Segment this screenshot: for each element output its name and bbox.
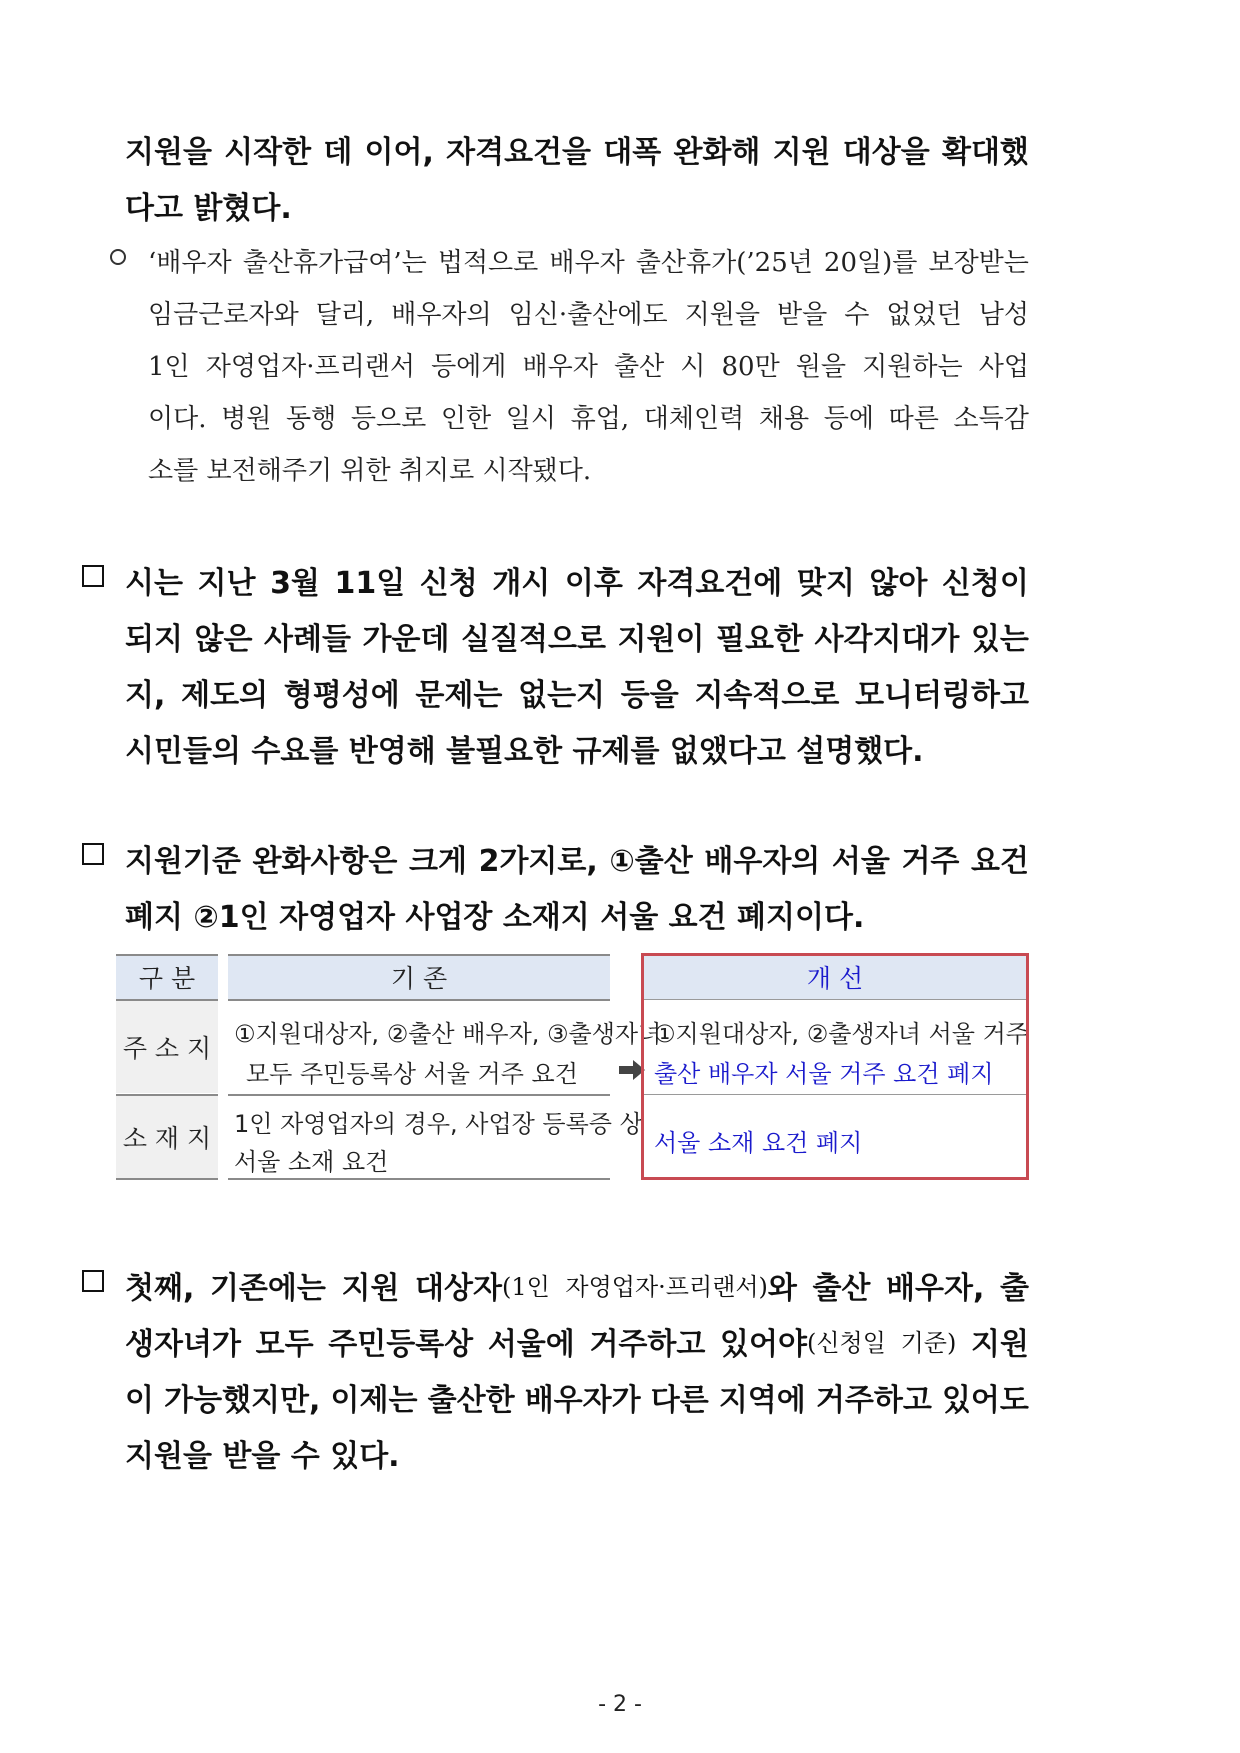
section2-line-1: 지원기준 완화사항은 크게 2가지로, ①출산 배우자의 서울 거주 요건 <box>125 844 1029 879</box>
section1-line-3: 지, 제도의 형평성에 문제는 없는지 등을 지속적으로 모니터링하고 <box>125 678 1029 713</box>
bullet-line-2: 임금근로자와 달리, 배우자의 임신·출산에도 지원을 받을 수 없었던 남성 <box>148 300 1029 330</box>
section3-line-4: 지원을 받을 수 있다. <box>125 1439 400 1474</box>
checkbox-icon <box>82 843 104 865</box>
intro-line-2: 다고 밝혔다. <box>125 191 292 226</box>
row2-existing-line-1: 1인 자영업자의 경우, 사업장 등록증 상 <box>234 1110 643 1138</box>
checkbox-icon <box>82 1270 104 1292</box>
page-number: - 2 - <box>598 1692 642 1717</box>
row1-improved-line-2: 출산 배우자 서울 거주 요건 폐지 <box>654 1060 994 1088</box>
header-category: 구 분 <box>116 955 218 999</box>
row-category-address: 주 소 지 <box>116 1001 218 1093</box>
header-existing: 기 존 <box>228 955 610 999</box>
section1-line-2: 되지 않은 사례들 가운데 실질적으로 지원이 필요한 사각지대가 있는 <box>125 622 1029 657</box>
improved-column-border <box>641 953 1029 1180</box>
bullet-line-4: 이다. 병원 동행 등으로 인한 일시 휴업, 대체인력 채용 등에 따른 소득감 <box>148 404 1029 434</box>
row1-existing-line-2: 모두 주민등록상 서울 거주 요건 <box>246 1060 578 1088</box>
bullet-line-5: 소를 보전해주기 위한 취지로 시작됐다. <box>148 456 592 486</box>
bullet-circle-icon <box>110 249 126 265</box>
row-category-location: 소 재 지 <box>116 1096 218 1178</box>
section3-line-2: 생자녀가 모두 주민등록상 서울에 거주하고 있어야 (신청일 기준) 지원 <box>125 1327 1029 1362</box>
section3-line-1: 첫째, 기존에는 지원 대상자 (1인 자영업자·프리랜서) 와 출산 배우자, 출 <box>125 1271 1029 1306</box>
section1-line-4: 시민들의 수요를 반영해 불필요한 규제를 없앴다고 설명했다. <box>125 734 924 769</box>
row1-improved-line-1: ①지원대상자, ②출생자녀 서울 거주 <box>654 1020 1029 1048</box>
bullet-line-3: 1인 자영업자·프리랜서 등에게 배우자 출산 시 80만 원을 지원하는 사업 <box>148 352 1029 382</box>
table-bottom-line <box>228 1178 610 1180</box>
header-improved: 개 선 <box>643 955 1027 999</box>
table-bottom-line <box>116 1178 218 1180</box>
section2-line-2: 폐지 ②1인 자영업자 사업장 소재지 서울 요건 폐지이다. <box>125 900 865 935</box>
section1-line-1: 시는 지난 3월 11일 신청 개시 이후 자격요건에 맞지 않아 신청이 <box>125 566 1029 601</box>
bullet-line-1: ‘배우자 출산휴가급여’는 법적으로 배우자 출산휴가(’25년 20일)를 보장받는 <box>148 248 1029 278</box>
header-divider <box>228 999 610 1001</box>
row-divider <box>228 1094 610 1096</box>
table-top-line <box>228 954 610 956</box>
table-top-line <box>116 954 218 956</box>
intro-line-1: 지원을 시작한 데 이어, 자격요건을 대폭 완화해 지원 대상을 확대했 <box>125 135 1029 170</box>
checkbox-icon <box>82 565 104 587</box>
row2-improved-line-1: 서울 소재 요건 폐지 <box>654 1129 863 1157</box>
row2-existing-line-2: 서울 소재 요건 <box>234 1148 389 1176</box>
section3-line-3: 이 가능했지만, 이제는 출산한 배우자가 다른 지역에 거주하고 있어도 <box>125 1383 1029 1418</box>
row1-existing-line-1: ①지원대상자, ②출산 배우자, ③출생자녀 <box>234 1020 662 1048</box>
